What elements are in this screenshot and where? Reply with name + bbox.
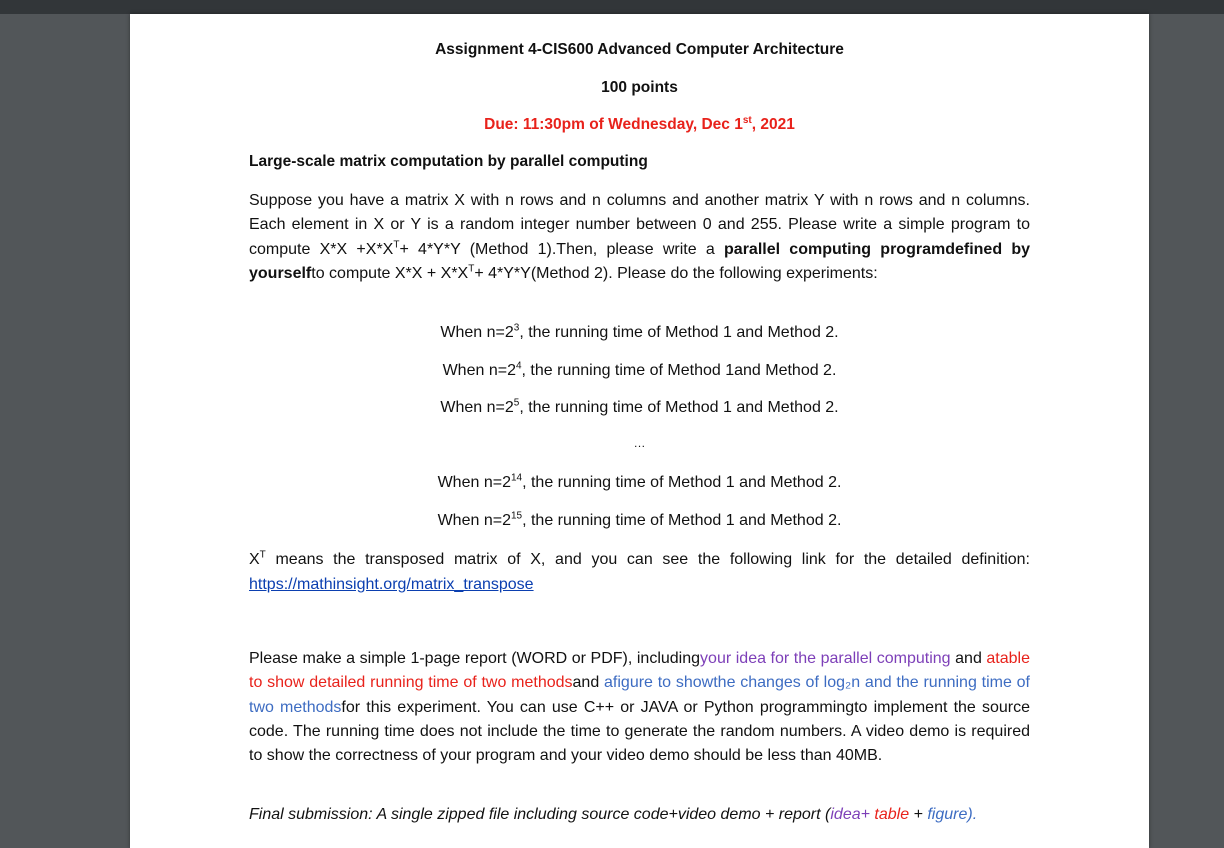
transpose-sup-1: T (393, 239, 400, 251)
para3-text-a: Please make a simple 1-page report (WORD or PDF), including (249, 650, 701, 667)
experiment-line (249, 474, 1030, 492)
final-table: table (874, 806, 910, 823)
para3-idea: your idea for the parallel computing (700, 650, 951, 667)
para1-text-a: Suppose you have a matrix X with n rows and n columns and another matrix Y with n rows and n columns. Each element in X or Y is a random integer number between 0 and 255. Please write a simple program to compute X*X +X*X (249, 192, 1030, 258)
experiment-exponent: 3 (513, 322, 520, 334)
due-text: Due: 11:30pm of Wednesday, Dec 1 (484, 116, 743, 133)
para1-text-b: + 4*Y*Y (Method 1).Then, please write a (399, 240, 725, 258)
section-heading: Large-scale matrix computation by parallel computing (249, 153, 648, 170)
ellipsis: … (633, 436, 646, 450)
para3-figure: afigure to showthe changes of log₂n and the running time of two methods (249, 674, 1030, 716)
experiment-text: When n=2 (437, 512, 511, 529)
experiment-exponent: 4 (515, 360, 522, 372)
report-paragraph (249, 647, 1030, 768)
para1-text-d: + 4*Y*Y(Method 2). Please do the following experiments: (474, 264, 878, 282)
para3-text-b: and (950, 650, 987, 667)
para1-text-c: to compute X*X + X*X (311, 264, 469, 282)
problem-paragraph (249, 189, 1030, 286)
experiment-text: When n=2 (440, 399, 514, 416)
experiment-text: When n=2 (442, 362, 516, 379)
transpose-link[interactable]: https://mathinsight.org/matrix_transpose (249, 575, 534, 593)
experiment-exponent: 14 (510, 472, 523, 484)
experiment-line (249, 512, 1030, 530)
final-text: Final submission: A single zipped file including source code+video demo + report ( (249, 806, 831, 823)
experiment-line (249, 399, 1030, 417)
final-figure: figure). (927, 806, 978, 823)
para2-x: X (249, 551, 260, 568)
due-superscript: st (742, 114, 752, 126)
experiment-text: When n=2 (437, 474, 511, 491)
experiment-exponent: 15 (510, 510, 523, 522)
para3-text-c: and (572, 674, 605, 692)
due-date (249, 116, 1030, 134)
experiment-text: , the running time of Method 1 and Method 2. (519, 324, 839, 341)
due-year: , 2021 (751, 116, 795, 133)
final-plus: + (909, 806, 928, 823)
experiment-text: , the running time of Method 1 and Method 2. (519, 399, 839, 416)
experiment-text: , the running time of Method 1 and Method 2. (522, 474, 842, 491)
transpose-sup-2: T (468, 263, 475, 275)
document-page (130, 14, 1149, 848)
experiment-line (249, 362, 1030, 380)
experiment-text: , the running time of Method 1 and Method 2. (522, 512, 842, 529)
final-submission (249, 806, 1030, 824)
document-title: Assignment 4-CIS600 Advanced Computer Architecture (435, 41, 844, 58)
para3-text-d: for this experiment. You can use C++ or JAVA or Python programmingto implement the source code. The running time does not include the time to generate the random numbers. A video demo is required to show the correctness of your program and your video demo should be less than 40MB. (249, 698, 1030, 765)
final-idea: idea+ (830, 806, 870, 823)
para2-sup: T (259, 549, 266, 561)
points-line: 100 points (601, 79, 678, 96)
para2-text: means the transposed matrix of X, and you can see the following link for the detailed definition: (265, 551, 1030, 568)
experiment-line (249, 324, 1030, 342)
experiment-exponent: 5 (513, 397, 520, 409)
transpose-paragraph (249, 548, 1030, 597)
experiment-text: , the running time of Method 1and Method 2. (521, 362, 837, 379)
para1-bold: parallel computing programdefined by yourself (249, 240, 1030, 282)
experiment-text: When n=2 (440, 324, 514, 341)
para3-table: atable to show detailed running time of two methods (249, 650, 1030, 692)
viewer-toolbar (0, 0, 1224, 14)
